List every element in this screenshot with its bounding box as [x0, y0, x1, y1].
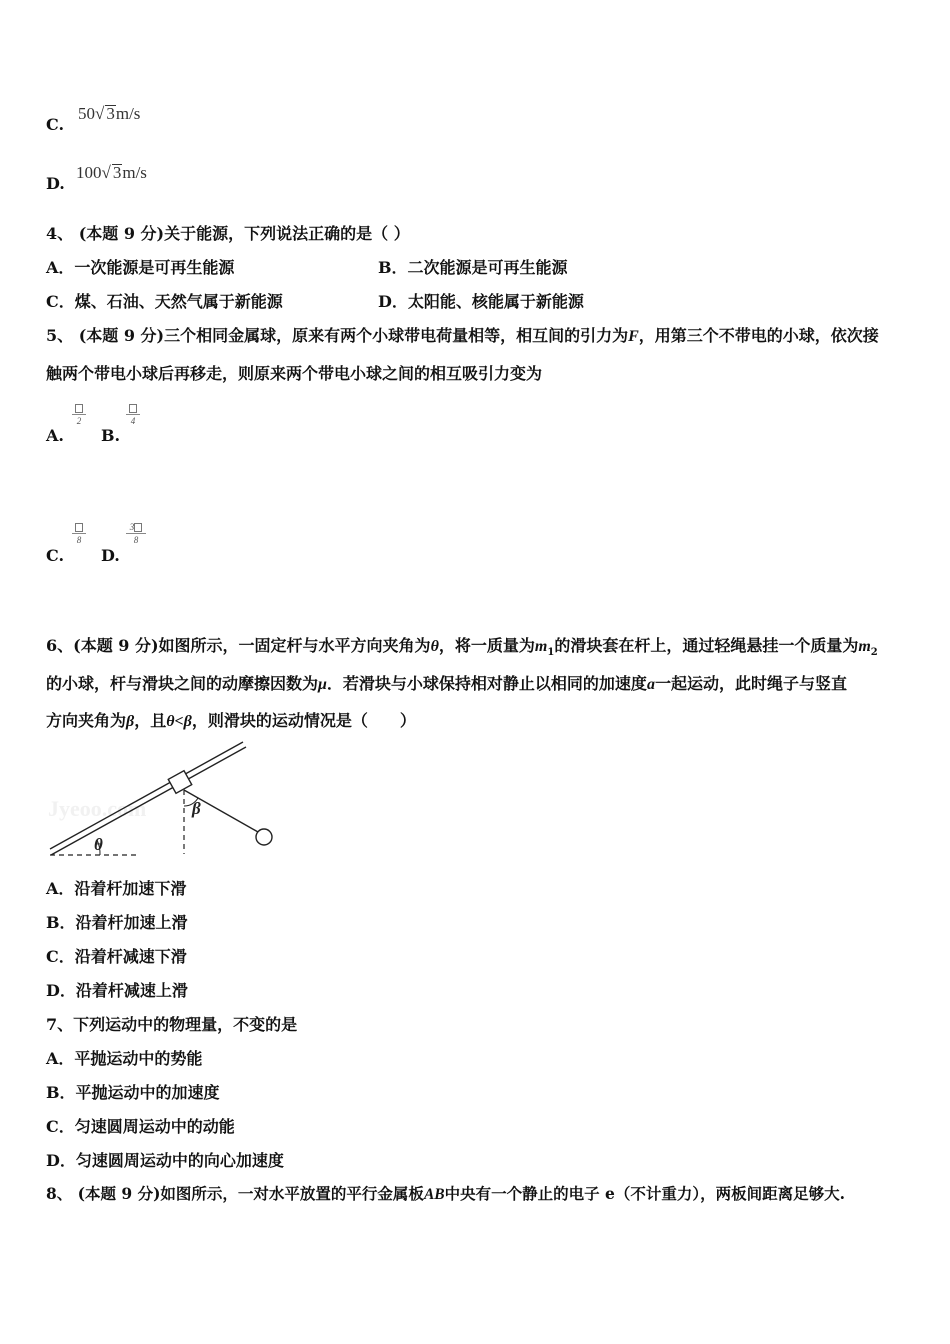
var-m1: m	[534, 638, 548, 655]
denominator: 4	[130, 416, 136, 427]
q5-option-d[interactable]: D.	[101, 546, 120, 565]
radicand: 3	[106, 104, 115, 123]
text: ，且	[134, 711, 167, 730]
radical-sign: √	[101, 163, 111, 182]
fraction-bar	[126, 533, 146, 534]
q4-option-c[interactable]: C．煤、石油、天然气属于新能源	[46, 292, 283, 311]
fraction-bar	[72, 414, 86, 415]
q6-option-a[interactable]: A．沿着杆加速下滑	[46, 879, 187, 898]
radicand: 3	[112, 163, 122, 182]
q6-stem-line3	[46, 708, 416, 731]
q4-option-a[interactable]: A．一次能源是可再生能源	[46, 258, 235, 277]
q6-option-d[interactable]: D．沿着杆减速上滑	[46, 981, 188, 1000]
q4-option-d[interactable]: D．太阳能、核能属于新能源	[378, 292, 584, 311]
q5-option-d-fraction	[126, 522, 146, 545]
q6-stem-line2	[46, 671, 847, 694]
text: 的滑块套在杆上，通过轻绳悬挂一个质量为	[554, 636, 859, 655]
q4-stem: 4、 (本题 9 分)关于能源，下列说法正确的是（ ）	[46, 224, 410, 243]
text: 方向夹角为	[46, 711, 127, 730]
q5-option-a[interactable]: A.	[46, 426, 64, 445]
fraction-bar	[72, 533, 86, 534]
q6-figure	[40, 738, 290, 863]
q3-option-d-formula	[76, 163, 147, 183]
q5-option-c-fraction	[72, 522, 86, 545]
placeholder-box	[134, 523, 142, 532]
placeholder-box	[75, 404, 83, 413]
q5-stem-line1	[46, 323, 879, 346]
placeholder-box	[75, 523, 83, 532]
coef: 100	[76, 163, 102, 182]
q5-option-a-fraction	[72, 403, 86, 426]
q7-option-a[interactable]: A．平抛运动中的势能	[46, 1049, 203, 1068]
q6-option-b[interactable]: B．沿着杆加速上滑	[46, 913, 188, 932]
q3-option-d[interactable]	[46, 174, 65, 193]
option-label: D.	[46, 174, 65, 193]
denominator: 8	[133, 535, 139, 546]
text: 中央有一个静止的电子 e（不计重力），两板间距离足够大.	[444, 1184, 846, 1203]
var-ab: AB	[423, 1186, 445, 1203]
unit: m/s	[122, 163, 147, 182]
denominator: 8	[76, 535, 82, 546]
q6-stem-line1	[46, 633, 878, 658]
var-f: F	[628, 328, 639, 345]
radical-sign: √	[95, 104, 105, 123]
text: ，则滑块的运动情况是（ ）	[191, 711, 416, 730]
text: ，将一质量为	[438, 636, 535, 655]
subscript: 2	[870, 647, 878, 659]
var-comparison: θ<β	[166, 713, 192, 730]
q7-option-d[interactable]: D．匀速圆周运动中的向心加速度	[46, 1151, 284, 1170]
subscript: 1	[547, 647, 555, 659]
q7-option-c[interactable]: C．匀速圆周运动中的动能	[46, 1117, 235, 1136]
numerator-coef: 3	[129, 522, 135, 532]
text: ，用第三个不带电的小球，依次接	[638, 326, 879, 345]
var-beta: β	[126, 713, 135, 730]
text: 6、(本题 9 分)如图所示，一固定杆与水平方向夹角为	[46, 636, 431, 655]
text: 8、 (本题 9 分)如图所示，一对水平放置的平行金属板	[46, 1184, 424, 1203]
q4-option-b[interactable]: B．二次能源是可再生能源	[378, 258, 568, 277]
q7-option-b[interactable]: B．平抛运动中的加速度	[46, 1083, 220, 1102]
text: 的小球，杆与滑块之间的动摩擦因数为	[46, 674, 319, 693]
q5-stem-line2: 触两个带电小球后再移走，则原来两个带电小球之间的相互吸引力变为	[46, 364, 543, 383]
option-label: C.	[46, 115, 65, 134]
fraction-bar	[126, 414, 140, 415]
q5-option-c[interactable]: C.	[46, 546, 65, 565]
text: 5、 (本题 9 分)三个相同金属球，原来有两个小球带电荷量相等，相互间的引力为	[46, 326, 629, 345]
watermark: Jyeoo.com	[48, 796, 147, 821]
unit: m/s	[115, 104, 141, 123]
q3-option-c[interactable]	[46, 115, 64, 134]
q3-option-c-formula	[78, 104, 140, 124]
theta-label: θ	[94, 835, 103, 854]
q5-option-b-fraction	[126, 403, 140, 426]
denominator: 2	[76, 416, 82, 427]
q8-stem	[46, 1182, 845, 1204]
q6-option-c[interactable]: C．沿着杆减速下滑	[46, 947, 187, 966]
ball	[256, 829, 272, 845]
placeholder-box	[129, 404, 137, 413]
q7-stem: 7、下列运动中的物理量，不变的是	[46, 1015, 298, 1034]
var-a: a	[646, 676, 655, 693]
q5-option-b[interactable]: B.	[101, 426, 121, 445]
var-mu: μ	[318, 676, 327, 693]
text: 一起运动，此时绳子与竖直	[654, 674, 847, 693]
beta-label: β	[192, 799, 201, 818]
var-m2: m	[858, 638, 871, 655]
text: ．若滑块与小球保持相对静止以相同的加速度	[326, 674, 647, 693]
slider-block	[168, 771, 192, 794]
var-theta: θ	[430, 638, 439, 655]
coef: 50	[78, 104, 95, 123]
